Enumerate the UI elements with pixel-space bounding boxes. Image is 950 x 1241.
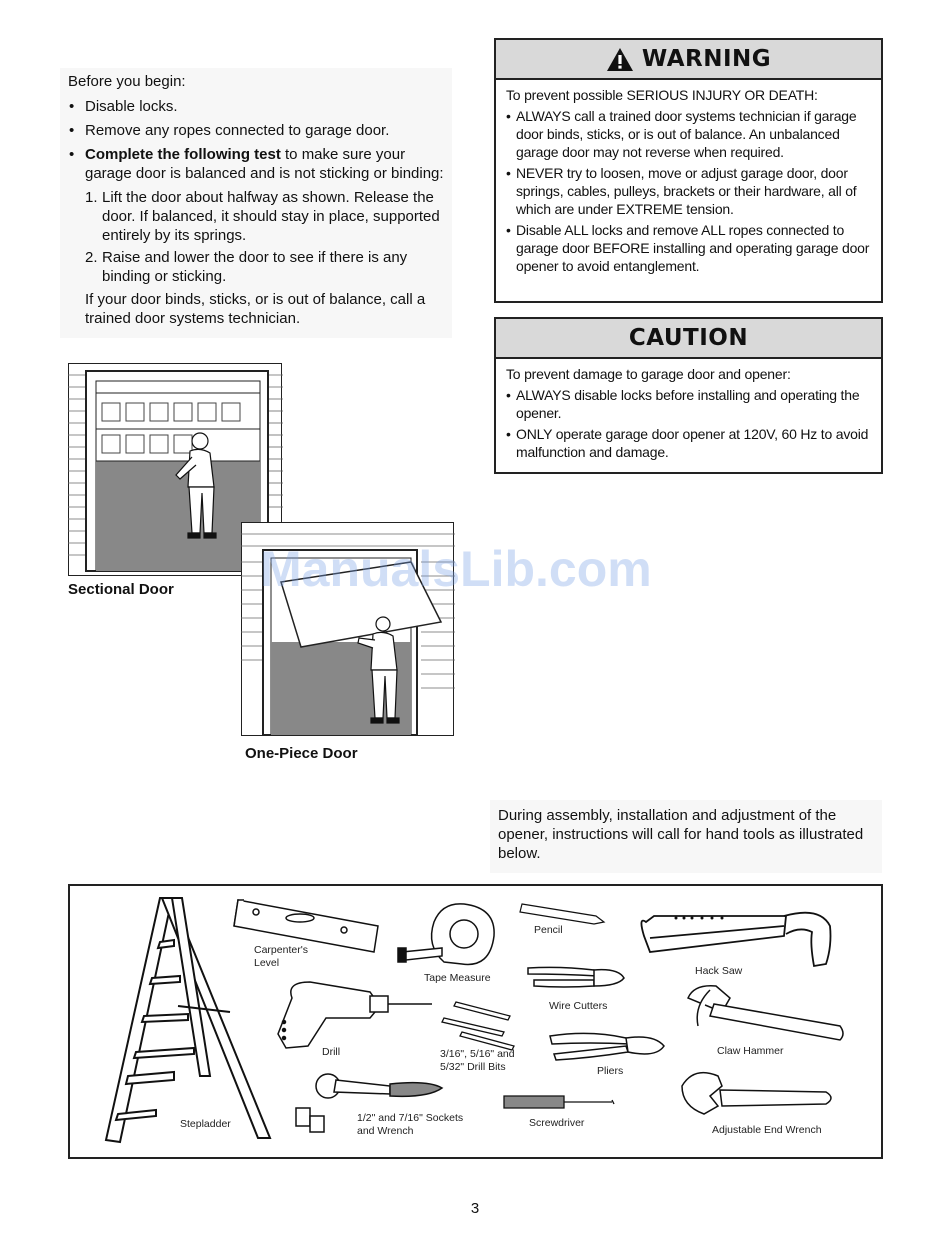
warning-lead: To prevent possible SERIOUS INJURY OR DEATH: [506, 87, 818, 103]
caution-header [496, 319, 881, 359]
adjustable-wrench-icon [682, 1073, 831, 1114]
drill-bits-label [440, 1048, 515, 1074]
step-number: 2. [85, 249, 98, 266]
hack-saw-icon [641, 913, 830, 966]
claw-hammer-icon [688, 986, 843, 1040]
pencil-icon [520, 904, 604, 924]
watermark: ManualsLib.com [260, 541, 652, 597]
sectional-caption-rule [68, 575, 238, 576]
wire-cutters-label: Wire Cutters [549, 1000, 608, 1012]
drill-bits-icon [442, 1002, 514, 1050]
drill-bits-label-line: 5/32" Drill Bits [440, 1061, 506, 1073]
step-text: Raise and lower the door to see if there is any binding or sticking. [102, 249, 408, 285]
pliers-icon [550, 1033, 664, 1060]
one-piece-door-caption: One-Piece Door [245, 745, 358, 762]
warning-item: • ALWAYS call a trained door systems technician if garage door binds, sticks, or is out of balance. An unbalanced garage door may not reverse when required. [506, 107, 871, 161]
claw-hammer-label: Claw Hammer [717, 1045, 784, 1057]
caution-list [506, 386, 871, 461]
tape-measure-icon [398, 904, 494, 965]
screwdriver-icon [504, 1096, 614, 1108]
pencil-label: Pencil [534, 924, 563, 936]
page-number: 3 [470, 1200, 480, 1217]
tools-intro: During assembly, installation and adjustment of the opener, instructions will call for hand tools as illustrated below. [490, 800, 882, 873]
warning-list [506, 107, 871, 275]
sockets-wrench-label-line: and Wrench [357, 1125, 414, 1137]
pliers-label: Pliers [597, 1065, 624, 1077]
wire-cutters-icon [528, 967, 624, 987]
step-text: Lift the door about halfway as shown. Release the door. If balanced, it should stay in place, supported entirely by its springs. [102, 189, 440, 244]
tape-measure-label: Tape Measure [424, 972, 491, 984]
intro-section [60, 68, 452, 338]
test-step [68, 188, 444, 245]
intro-bullet: • Remove any ropes connected to garage door. [68, 121, 444, 140]
sectional-door-caption: Sectional Door [68, 581, 174, 598]
drill-bits-label-line: 3/16", 5/16" and [440, 1048, 515, 1060]
warning-triangle-icon [606, 47, 634, 72]
intro-tail: If your door binds, sticks, or is out of balance, call a trained door systems technician. [85, 291, 426, 327]
hack-saw-label: Hack Saw [695, 965, 743, 977]
carpenters-level-label-line: Carpenter's [254, 944, 308, 956]
intro-bullet-test [68, 145, 444, 183]
warning-box [494, 38, 883, 303]
tools-panel [68, 884, 883, 1159]
test-steps [68, 188, 444, 286]
test-text: to make sure your garage door is balanced and is not sticking or binding: [85, 146, 444, 182]
stepladder-label: Stepladder [180, 1118, 231, 1130]
intro-bullet-list [68, 97, 444, 183]
screwdriver-label: Screwdriver [529, 1117, 585, 1129]
warning-title: WARNING [641, 46, 772, 72]
tools-illustration [70, 886, 881, 1157]
adjustable-wrench-label: Adjustable End Wrench [712, 1124, 822, 1136]
carpenters-level-label [254, 944, 308, 970]
test-step [68, 248, 444, 286]
stepladder-icon [106, 898, 270, 1142]
warning-body [496, 80, 881, 286]
warning-item: • Disable ALL locks and remove ALL ropes connected to garage door BEFORE installing and operating garage door opener to avoid entanglement. [506, 221, 871, 275]
caution-title: CAUTION [628, 325, 749, 351]
caution-body [496, 359, 881, 472]
sockets-wrench-label [357, 1112, 463, 1138]
intro-lead: Before you begin: [68, 73, 186, 90]
caution-lead: To prevent damage to garage door and opener: [506, 366, 791, 382]
caution-item: • ALWAYS disable locks before installing and operating the opener. [506, 386, 871, 422]
step-number: 1. [85, 189, 98, 206]
test-heading: Complete the following test [85, 146, 281, 163]
caution-item: • ONLY operate garage door opener at 120V, 60 Hz to avoid malfunction and damage. [506, 425, 871, 461]
warning-header [496, 40, 881, 80]
drill-icon [278, 982, 432, 1048]
drill-label: Drill [322, 1046, 341, 1058]
carpenters-level-label-line: Level [254, 957, 280, 969]
intro-bullet: • Disable locks. [68, 97, 444, 116]
warning-item: • NEVER try to loosen, move or adjust garage door, door springs, cables, pulleys, brackets or their hardware, all of which are under EXTREME tension. [506, 164, 871, 218]
caution-box [494, 317, 883, 474]
sockets-wrench-label-line: 1/2" and 7/16" Sockets [357, 1112, 464, 1124]
